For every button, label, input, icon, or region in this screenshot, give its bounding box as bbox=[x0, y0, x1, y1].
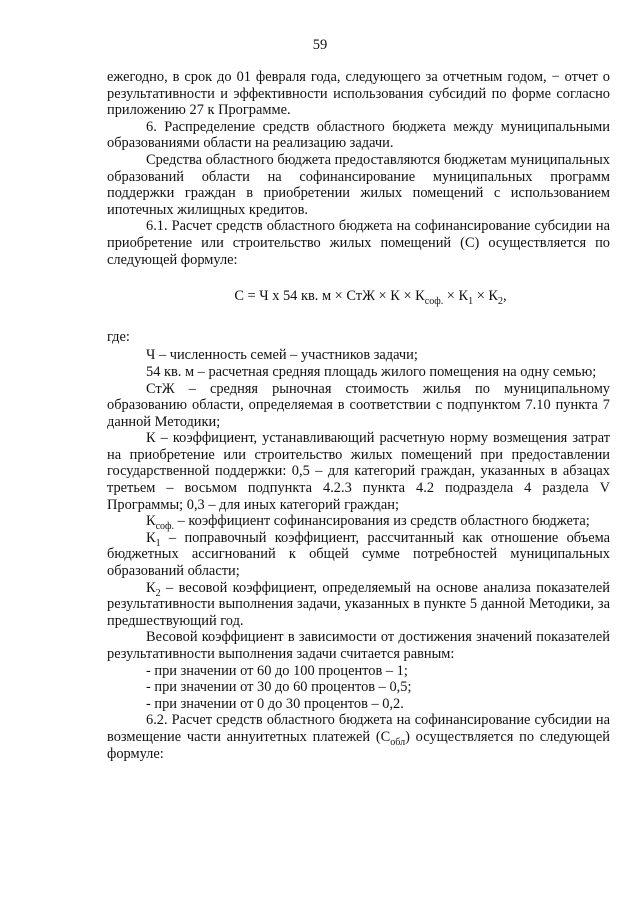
k1-letter: К bbox=[146, 529, 156, 546]
paragraph-section-6: 6. Распределение средств областного бюджета между муниципальными образованиями области на реализацию задачи. bbox=[107, 118, 610, 152]
k1-sub: 1 bbox=[155, 537, 161, 549]
formula-k1: × К bbox=[443, 288, 469, 305]
k2-sub: 2 bbox=[155, 587, 161, 599]
paragraph-funds-provision: Средства областного бюджета предоставляются бюджетам муниципальных образований области на софинансирование муниципальных программ поддержки граждан в приобретении жилых помещений с использованием ипотечных жилищных кредитов. bbox=[107, 151, 610, 218]
formula-lead: С = Ч х 54 кв. м × СтЖ × К × К bbox=[234, 288, 425, 305]
page-number: 59 bbox=[312, 37, 328, 53]
formula-tail: , bbox=[503, 288, 507, 305]
weight-item-1: - при значении от 60 до 100 процентов – 1; bbox=[146, 662, 408, 679]
definition-k2 bbox=[107, 580, 610, 630]
weights-intro: Весовой коэффициент в зависимости от достижения значений показателей результативности выполнения задачи считается равным: bbox=[107, 629, 610, 662]
paragraph-report-deadline: ежегодно, в срок до 01 февраля года, следующего за отчетным годом, − отчет о результативности и эффективности использования субсидий по форме согласно приложению 27 к Программе. bbox=[107, 69, 610, 119]
k2-letter: К bbox=[146, 579, 156, 596]
paragraph-section-6-2 bbox=[107, 712, 610, 762]
s62-after: ) осуществляется по следующей формуле: bbox=[107, 728, 610, 762]
definition-k1 bbox=[107, 530, 610, 580]
definition-k: К – коэффициент, устанавливающий расчетную норму возмещения затрат на приобретение или строительство жилых помещений при предоставлении государственной поддержки: 0,5 – для категорий граждан, указанных в абзацах третьем – восьмом подпункта 4.2.3 пункта 4.2 подраздела 4 раздела V Программы; 0,3 – для иных категорий граждан; bbox=[107, 430, 610, 513]
s62-before: 6.2. Расчет средств областного бюджета на софинансирование субсидии на возмещение части аннуитетных платежей (С bbox=[107, 712, 610, 745]
k1-text: – поправочный коэффициент, рассчитанный как отношение объема бюджетных ассигнований к общей сумме потребностей муниципальных образований области; bbox=[107, 529, 610, 580]
definition-where: где: bbox=[107, 328, 130, 345]
weight-item-3: - при значении от 0 до 30 процентов – 0,2. bbox=[146, 695, 404, 712]
formula-sub-2: 2 bbox=[498, 296, 504, 307]
ksof-text: – коэффициент софинансирования из средств областного бюджета; bbox=[174, 513, 590, 530]
ksof-sub: соф. bbox=[155, 521, 175, 533]
s62-sub: обл bbox=[390, 736, 406, 748]
paragraph-section-6-1: 6.1. Расчет средств областного бюджета на софинансирование субсидии на приобретение или строительство жилых помещений (С) осуществляется по следующей формуле: bbox=[107, 218, 610, 268]
formula-sub-sof: соф. bbox=[424, 296, 444, 307]
document-body bbox=[107, 69, 610, 762]
definition-54m: 54 кв. м – расчетная средняя площадь жилого помещения на одну семью; bbox=[146, 363, 597, 380]
definition-stzh: СтЖ – средняя рыночная стоимость жилья по муниципальному образованию области, определяемая в соответствии с подпунктом 7.10 пункта 7 данной Методики; bbox=[107, 380, 610, 430]
definition-ksof bbox=[107, 513, 610, 533]
weight-item-2: - при значении от 30 до 60 процентов – 0,5; bbox=[146, 679, 412, 696]
formula-k2: × К bbox=[473, 288, 499, 305]
formula-c bbox=[107, 288, 610, 305]
k2-text: – весовой коэффициент, определяемый на основе анализа показателей результативности выполнения задачи, указанных в пункте 5 данной Методики, за предшествующий год. bbox=[107, 579, 610, 629]
definition-ch: Ч – численность семей – участников задачи; bbox=[146, 347, 418, 364]
ksof-letter: К bbox=[146, 513, 156, 530]
formula-sub-1: 1 bbox=[468, 296, 474, 307]
